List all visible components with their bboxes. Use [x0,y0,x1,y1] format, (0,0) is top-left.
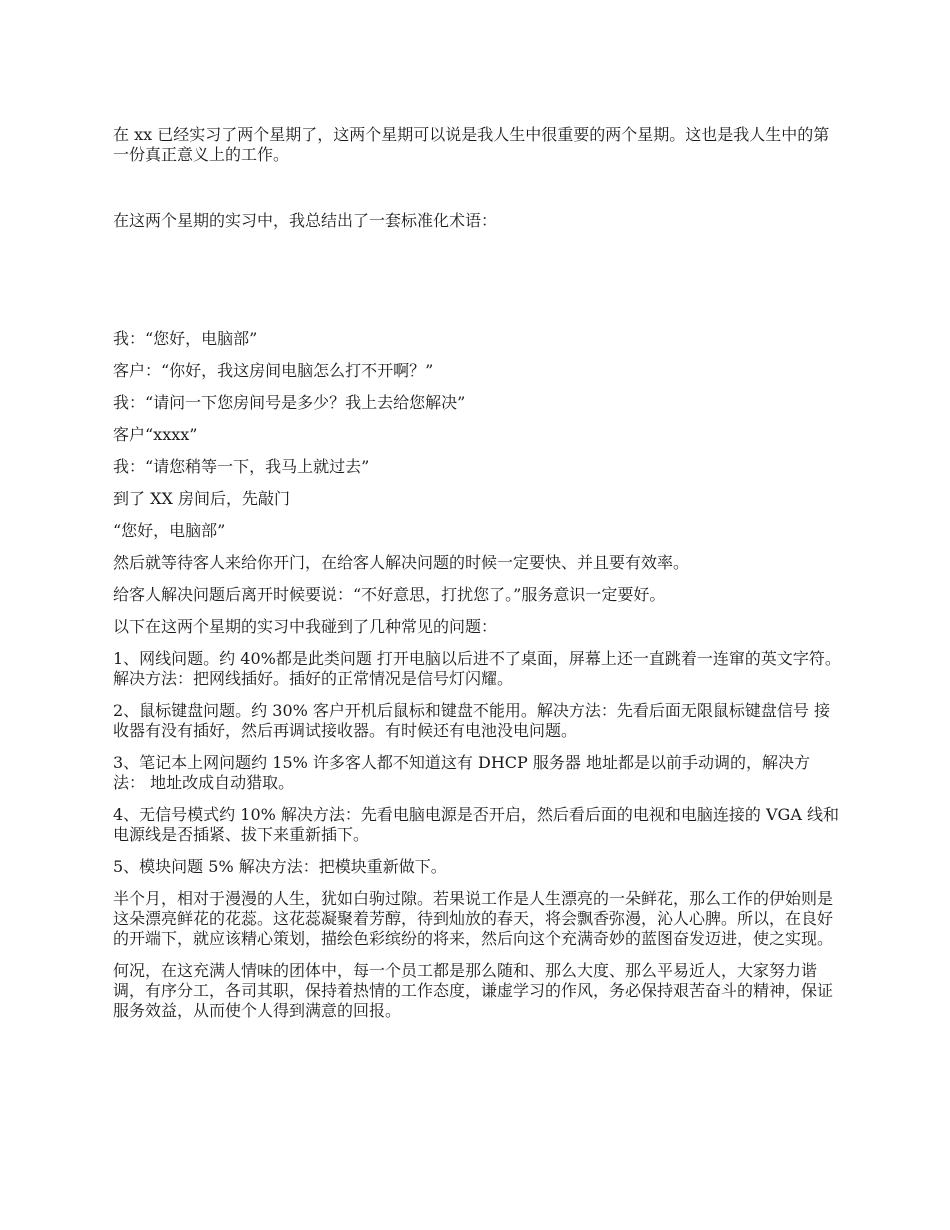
dialogue-line: 我：“您好，电脑部” [113,329,258,348]
dialogue-line: 到了 XX 房间后，先敲门 [113,489,290,508]
dialogue-line: “您好，电脑部” [113,521,226,540]
dialogue-line: 给客人解决问题后离开时候要说：“不好意思，打扰您了。”服务意识一定要好。 [113,585,666,604]
closing-paragraph: 何况，在这充满人情味的团体中，每一个员工都是那么随和、那么大度、那么平易近人，大家努力谐调，有序分工，各司其职，保持着热情的工作态度，谦虚学习的作风，务必保持艰苦奋斗的精神，保证服务效益，从而使个人得到满意的回报。 [113,961,834,1020]
dialogue-line: 以下在这两个星期的实习中我碰到了几种常见的问题： [113,617,498,636]
problem-item: 3、笔记本上网问题约 15% 许多客人都不知道这有 DHCP 服务器 地址都是以前手动调的，解决方法： 地址改成自动猎取。 [113,753,810,792]
document-page [113,125,841,1021]
dialogue-line: 我：“请问一下您房间号是多少？我上去给您解决” [113,393,466,412]
dialogue-line: 客户“xxxx” [113,425,198,444]
problem-item: 2、鼠标键盘问题。约 30% 客户开机后鼠标和键盘不能用。解决方法：先看后面无限鼠标键盘信号 接收器有没有插好，然后再调试接收器。有时候还有电池没电问题。 [113,701,831,740]
dialogue-section [113,329,841,637]
problem-item: 5、模块问题 5% 解决方法：把模块重新做下。 [113,857,447,876]
problem-item: 1、网线问题。约 40%都是此类问题 打开电脑以后进不了桌面，屏幕上还一直跳着一连窜的英文字符。解决方法：把网线插好。插好的正常情况是信号灯闪耀。 [113,649,841,688]
closing-section [113,889,841,1021]
closing-paragraph: 半个月，相对于漫漫的人生，犹如白驹过隙。若果说工作是人生漂亮的一朵鲜花，那么工作的伊始则是这朵漂亮鲜花的花蕊。这花蕊凝聚着芳醇，待到灿放的春天，将会飘香弥漫，沁人心脾。所以，在良好的开端下，就应该精心策划，描绘色彩缤纷的将来，然后向这个充满奇妙的蓝图奋发迈进，使之实现。 [113,889,834,948]
dialogue-line: 然后就等待客人来给你开门，在给客人解决问题的时候一定要快、并且要有效率。 [113,553,690,572]
summary-lead-paragraph: 在这两个星期的实习中，我总结出了一套标准化术语： [113,211,498,230]
problem-item: 4、无信号模式约 10% 解决方法：先看电脑电源是否开启，然后看后面的电视和电脑连接的 VGA 线和电源线是否插紧、拔下来重新插下。 [113,805,839,844]
problems-list [113,649,841,877]
dialogue-line: 客户：“你好，我这房间电脑怎么打不开啊？” [113,361,434,380]
intro-paragraph: 在 xx 已经实习了两个星期了，这两个星期可以说是我人生中很重要的两个星期。这也是我人生中的第一份真正意义上的工作。 [113,125,830,164]
dialogue-line: 我：“请您稍等一下，我马上就过去” [113,457,370,476]
